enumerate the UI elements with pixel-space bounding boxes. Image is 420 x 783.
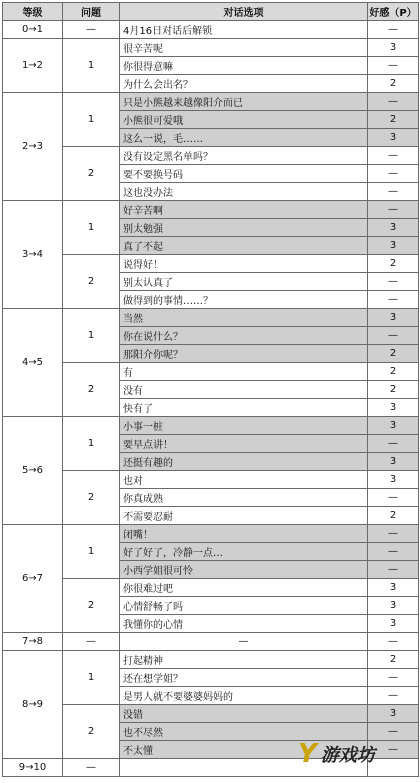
option-text: 不需要忍耐 (120, 507, 368, 525)
table-row (3, 525, 419, 543)
question-cell: 1 (63, 93, 120, 147)
affinity-value: 2 (368, 651, 419, 669)
affinity-value: 3 (368, 399, 419, 417)
question-cell: 1 (63, 39, 120, 93)
question-cell: 2 (63, 147, 120, 201)
affinity-value: 3 (368, 705, 419, 723)
option-text: 没错 (120, 705, 368, 723)
question-cell: 2 (63, 471, 120, 525)
affinity-value: 3 (368, 579, 419, 597)
affinity-value: 3 (368, 129, 419, 147)
option-text: 这么一说，毛…… (120, 129, 368, 147)
option-text: 为什么会出名？ (120, 75, 368, 93)
level-cell: 4→5 (3, 309, 63, 417)
header-options: 对话选项 (120, 3, 368, 21)
table-row (3, 147, 419, 165)
option-text: 很辛苦呢 (120, 39, 368, 57)
affinity-value: — (368, 21, 419, 39)
affinity-value: 3 (368, 237, 419, 255)
option-text: 快有了 (120, 399, 368, 417)
option-text: 只是小熊越来越像阳介而已 (120, 93, 368, 111)
affinity-value: — (368, 723, 419, 741)
affinity-value: 3 (368, 597, 419, 615)
option-text: 你真成熟 (120, 489, 368, 507)
table-row (3, 39, 419, 57)
affinity-value: 2 (368, 75, 419, 93)
question-cell: 2 (63, 579, 120, 633)
table-row (3, 93, 419, 111)
level-cell: 6→7 (3, 525, 63, 633)
header-level: 等级 (3, 3, 63, 21)
question-cell: — (63, 759, 120, 777)
affinity-value: 2 (368, 363, 419, 381)
logo-text: 游戏坊 (320, 745, 375, 766)
affinity-value: — (368, 93, 419, 111)
option-text: 不太懂 (120, 741, 368, 759)
level-cell: 7→8 (3, 633, 63, 651)
table-row (3, 471, 419, 489)
affinity-value: — (368, 561, 419, 579)
question-cell: 1 (63, 417, 120, 471)
option-text: 这也没办法 (120, 183, 368, 201)
affinity-value: 2 (368, 255, 419, 273)
question-cell: 1 (63, 201, 120, 255)
option-text: 4月16日对话后解锁 (120, 21, 368, 39)
option-text: 你在说什么？ (120, 327, 368, 345)
table-row (3, 255, 419, 273)
option-text: 有 (120, 363, 368, 381)
question-cell: 1 (63, 309, 120, 363)
affinity-value: — (368, 525, 419, 543)
option-text: 要早点讲！ (120, 435, 368, 453)
table-row (3, 309, 419, 327)
question-cell: 2 (63, 705, 120, 759)
level-cell: 5→6 (3, 417, 63, 525)
affinity-value: 2 (368, 507, 419, 525)
affinity-value: — (368, 291, 419, 309)
site-logo (298, 739, 416, 769)
question-cell: — (63, 21, 120, 39)
affinity-value: — (368, 543, 419, 561)
affinity-value: — (368, 327, 419, 345)
table-row (3, 579, 419, 597)
option-text: 也不尽然 (120, 723, 368, 741)
affinity-value: — (368, 183, 419, 201)
level-cell: 2→3 (3, 93, 63, 201)
affinity-value: 3 (368, 219, 419, 237)
affinity-value: — (368, 489, 419, 507)
option-text: 别太认真了 (120, 273, 368, 291)
option-text: 也对 (120, 471, 368, 489)
option-text: 真了不起 (120, 237, 368, 255)
option-text: 打起精神 (120, 651, 368, 669)
option-text: 小事一桩 (120, 417, 368, 435)
header-affinity: 好感（P） (368, 3, 419, 21)
header-row (3, 3, 419, 21)
question-cell: 2 (63, 255, 120, 309)
option-text: 没有设定黑名单吗？ (120, 147, 368, 165)
option-text: 你很难过吧 (120, 579, 368, 597)
logo-mark-icon: Y (298, 739, 317, 769)
table-row (3, 201, 419, 219)
table-row (3, 705, 419, 723)
affinity-value: 3 (368, 39, 419, 57)
affinity-value: — (368, 687, 419, 705)
affinity-value: — (368, 273, 419, 291)
option-text: — (120, 633, 368, 651)
table-body (3, 21, 419, 777)
affinity-table (2, 2, 419, 777)
header-question: 问题 (63, 3, 120, 21)
affinity-value: — (368, 741, 419, 759)
option-text: 还在想学姐？ (120, 669, 368, 687)
option-text: 没有 (120, 381, 368, 399)
option-text: 心情舒畅了吗 (120, 597, 368, 615)
question-cell: 1 (63, 651, 120, 705)
affinity-value: — (368, 633, 419, 651)
table-row (3, 363, 419, 381)
option-text: 闭嘴！ (120, 525, 368, 543)
option-text: 好辛苦啊 (120, 201, 368, 219)
question-cell: — (63, 633, 120, 651)
affinity-value: 3 (368, 471, 419, 489)
affinity-value: 2 (368, 345, 419, 363)
level-cell: 0→1 (3, 21, 63, 39)
option-text: 说得好！ (120, 255, 368, 273)
affinity-value: 2 (368, 381, 419, 399)
option-text: 是男人就不要婆婆妈妈的 (120, 687, 368, 705)
level-cell: 1→2 (3, 39, 63, 93)
affinity-value: — (368, 147, 419, 165)
option-text: 你很得意嘛 (120, 57, 368, 75)
option-text: 要不要换号码 (120, 165, 368, 183)
affinity-value: 2 (368, 111, 419, 129)
level-cell: 9→10 (3, 759, 63, 777)
question-cell: 2 (63, 363, 120, 417)
level-cell: 8→9 (3, 651, 63, 759)
option-text: 还挺有趣的 (120, 453, 368, 471)
option-text: 小熊很可爱哦 (120, 111, 368, 129)
table-row (3, 417, 419, 435)
affinity-value: 3 (368, 615, 419, 633)
option-text: 别太勉强 (120, 219, 368, 237)
option-text: 那阳介你呢？ (120, 345, 368, 363)
option-text: 我懂你的心情 (120, 615, 368, 633)
option-text: 做得到的事情……？ (120, 291, 368, 309)
affinity-value: — (368, 669, 419, 687)
affinity-value: 3 (368, 309, 419, 327)
affinity-value: — (368, 165, 419, 183)
table-row (3, 651, 419, 669)
option-text: 小西学姐很可怜 (120, 561, 368, 579)
table-row (3, 633, 419, 651)
level-cell: 3→4 (3, 201, 63, 309)
affinity-value: 3 (368, 453, 419, 471)
affinity-value: — (368, 57, 419, 75)
option-text: 好了好了，冷静一点… (120, 543, 368, 561)
question-cell: 1 (63, 525, 120, 579)
table-row (3, 21, 419, 39)
affinity-value: — (368, 201, 419, 219)
option-text: 当然 (120, 309, 368, 327)
affinity-value: — (368, 435, 419, 453)
affinity-value: 3 (368, 417, 419, 435)
